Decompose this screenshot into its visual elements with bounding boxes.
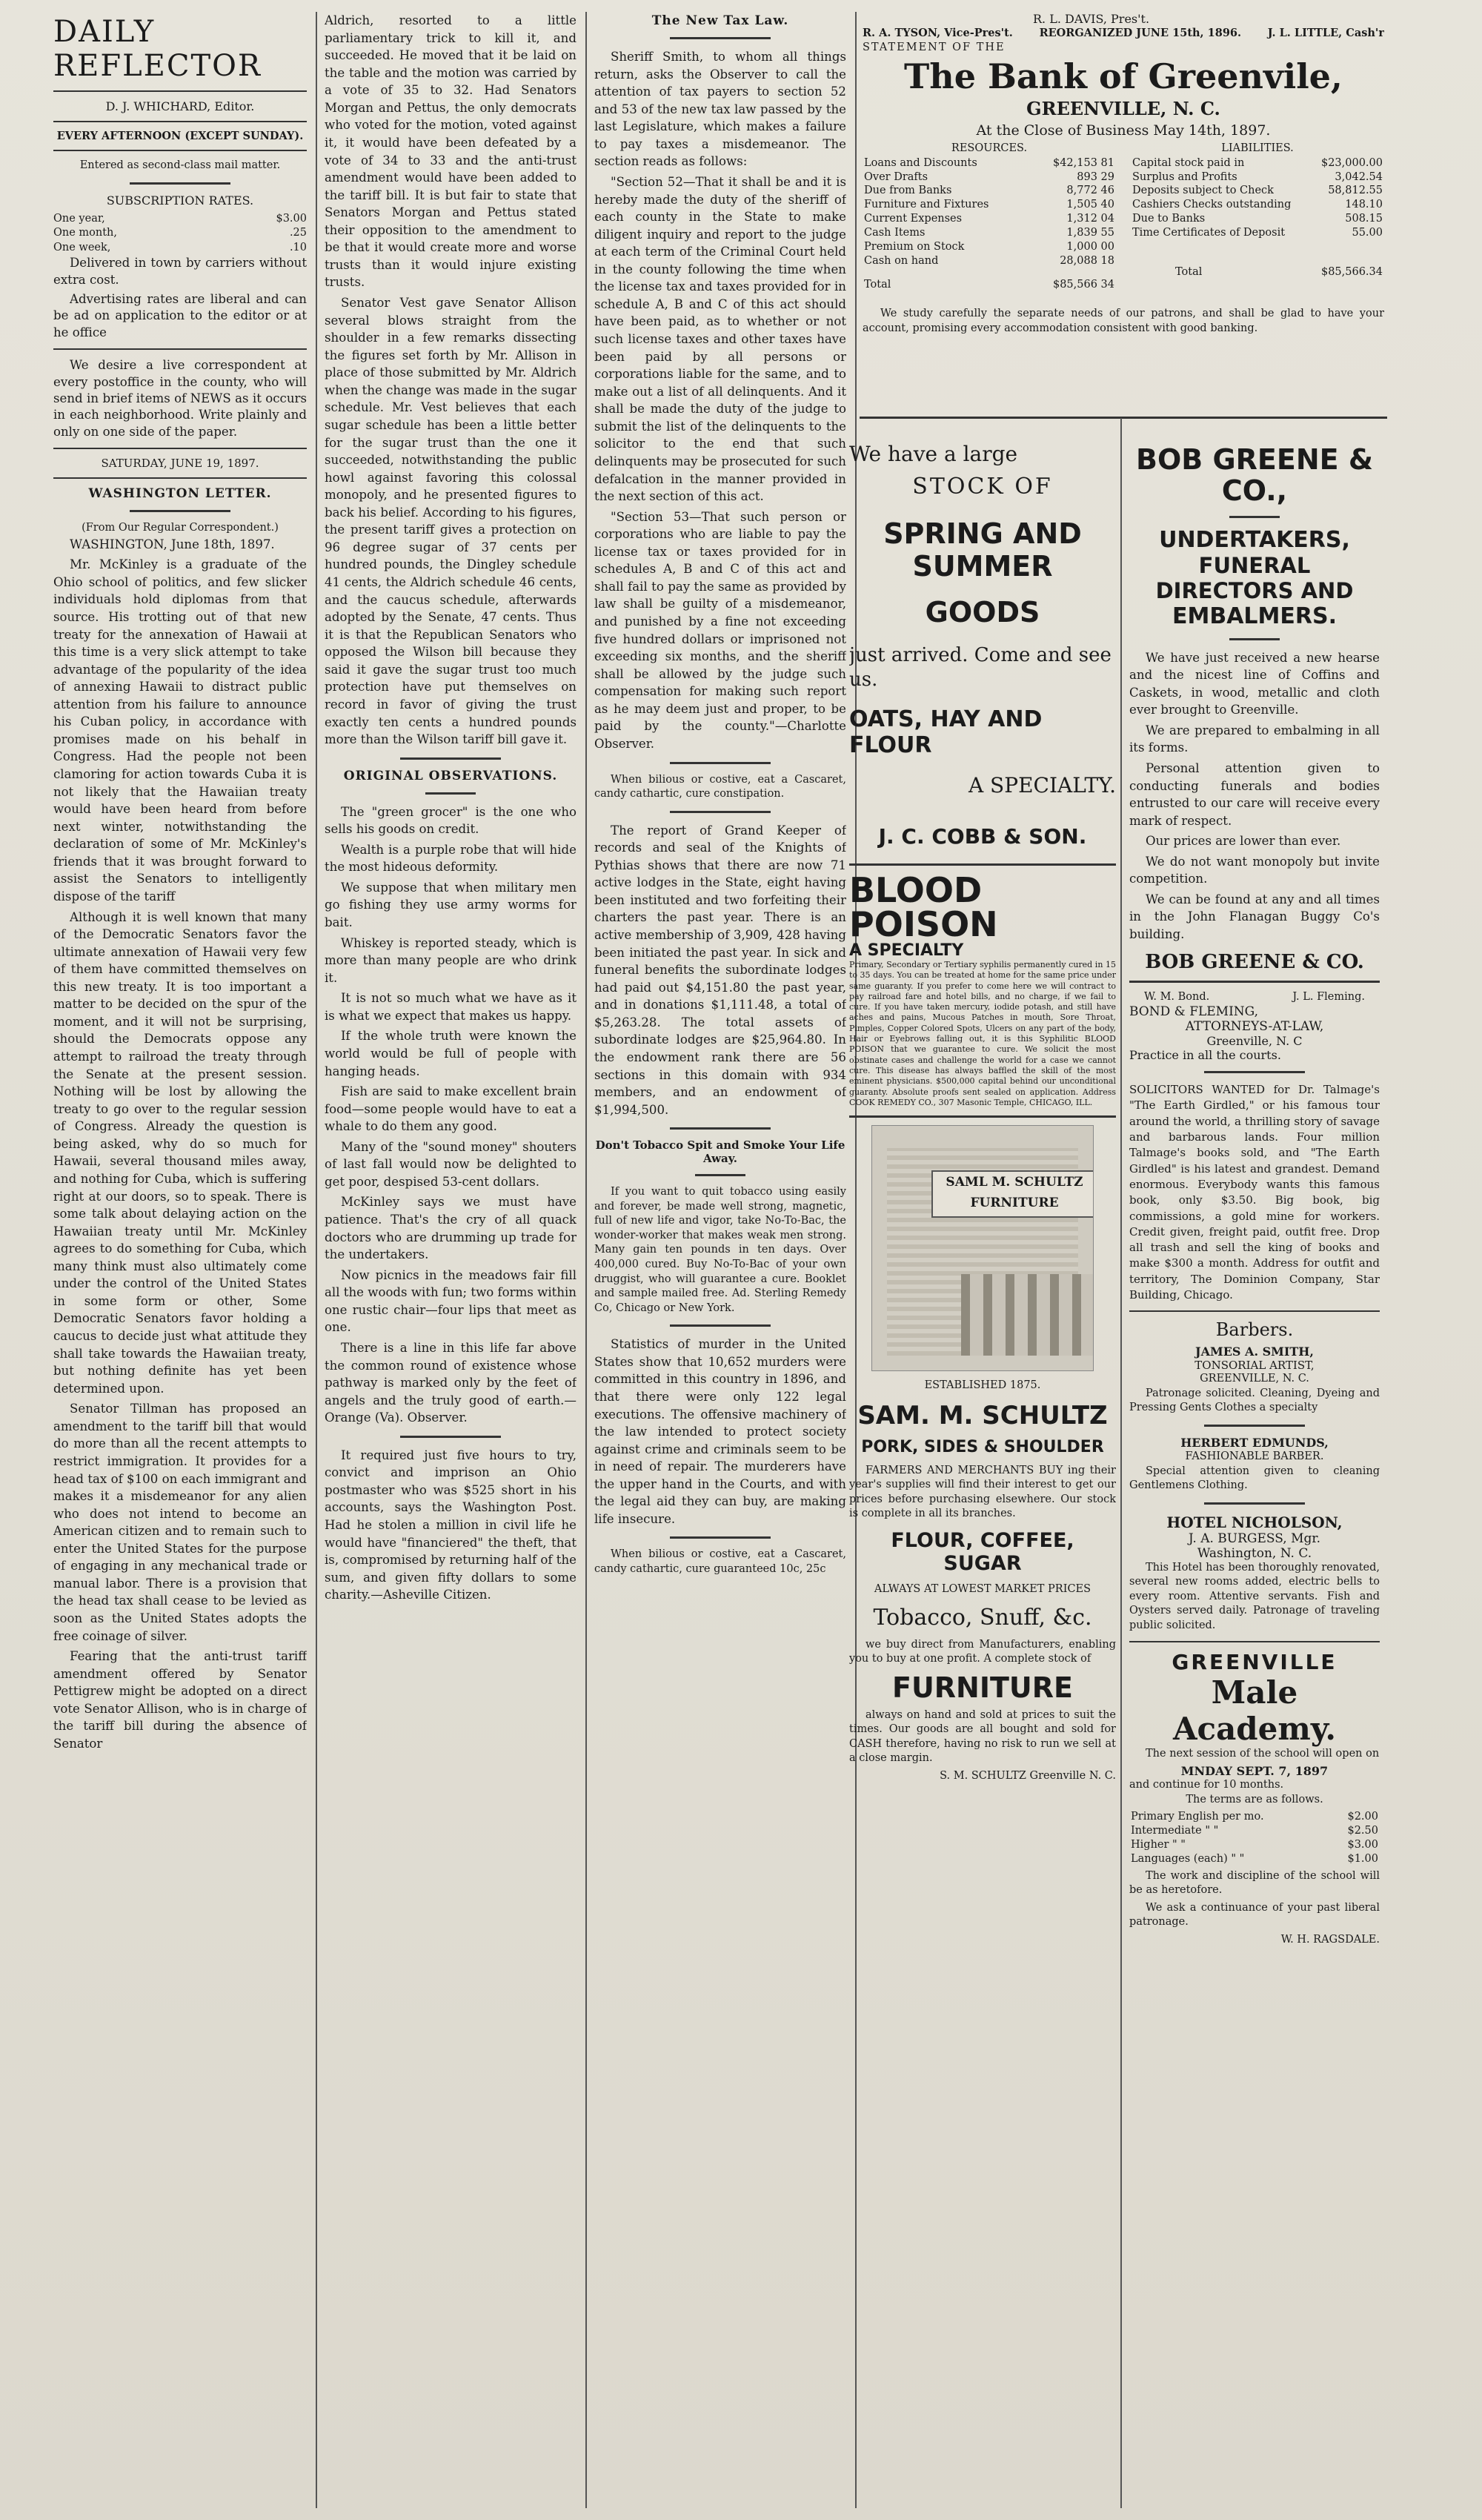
- row-value: $23,000.00: [1320, 156, 1383, 169]
- row-label: Cash on hand: [864, 254, 939, 267]
- row-label: Deposits subject to Check: [1132, 185, 1274, 197]
- publication-schedule: EVERY AFTERNOON (EXCEPT SUNDAY).: [56, 130, 304, 142]
- divider: [1204, 1502, 1304, 1505]
- divider: [670, 811, 771, 813]
- row-label: Intermediate " ": [1131, 1825, 1219, 1837]
- academy-next: The next session of the school will open on: [1146, 1747, 1380, 1760]
- original-observations-heading: ORIGINAL OBSERVATIONS.: [343, 768, 558, 783]
- washington-letter-heading: WASHINGTON LETTER.: [88, 486, 272, 502]
- liability-row: [1131, 212, 1384, 226]
- row-value: 3,042.54: [1335, 170, 1383, 183]
- tuition-row: [1129, 1810, 1380, 1824]
- schultz-flour: FLOUR, COFFEE, SUGAR: [891, 1528, 1074, 1575]
- row-value: 893 29: [1077, 170, 1114, 183]
- edmunds-title: FASHIONABLE BARBER.: [1185, 1450, 1324, 1462]
- divider: [1229, 516, 1280, 518]
- subscription-heading: SUBSCRIPTION RATES.: [106, 193, 254, 208]
- observation: We suppose that when military men go fishing they use army worms for bait.: [325, 880, 576, 929]
- tax-law-heading: The New Tax Law.: [651, 13, 789, 28]
- row-value: 8,772 46: [1066, 185, 1114, 197]
- resource-row: [863, 226, 1116, 240]
- bond-fleming-ad: W. M. Bond. J. L. Fleming. BOND & FLEMING, ATTORNEYS-AT-LAW, Greenville, N. C Practice in all the courts.: [1129, 990, 1380, 1063]
- cobb-line: OATS, HAY AND FLOUR: [849, 706, 1043, 758]
- row-value: $42,153 81: [1052, 156, 1114, 169]
- row-label: Cashiers Checks outstanding: [1132, 199, 1292, 211]
- cascaret-ad: When bilious or costive, eat a Cascaret, candy cathartic, cure guaranteed 10c, 25c: [594, 1548, 846, 1575]
- article-paragraph: Mr. McKinley is a graduate of the Ohio school of politics, and few slicker individuals hold diplomas from that source. His trotting out of that new treaty for the annexation of Hawaii at this time is a very slick attempt to take advantage of the popularity of the idea of annexing Hawaii to distract public attention from his failure to announce his Cuban policy, in accordance with promises made on his behalf in Congress. Had the people not been clamoring for action towards Cuba it is not likely that the Hawaiian treaty would have been heard from before next winter, notwithstanding the declaration of some of Mr. McKinley's friends that it was brought forward to assist the Senators to intelligently dispose of the tariff: [53, 557, 307, 903]
- tobacco-heading: Don't Tobacco Spit and Smoke Your Life Away.: [595, 1138, 845, 1166]
- cobb-line: J. C. COBB & SON.: [878, 824, 1087, 849]
- greene-sub: UNDERTAKERS,: [1159, 526, 1350, 553]
- divider: [670, 1127, 771, 1130]
- blood-poison-title: BLOOD POISON: [849, 870, 998, 944]
- rate-row: One year, $3.00: [53, 212, 307, 225]
- blood-poison-ad: [849, 870, 1116, 1108]
- hotel-manager: J. A. BURGESS, Mgr.: [1188, 1531, 1321, 1546]
- observation: Now picnics in the meadows fair fill all the woods with fun; two forms within one rustic chair—four lips that meet as one.: [325, 1267, 576, 1335]
- observation: It is not so much what we have as it is what we expect that makes us happy.: [325, 991, 576, 1023]
- bank-name: The Bank of Greenvile,: [904, 56, 1343, 97]
- divider: [1229, 638, 1280, 640]
- column-3: [594, 12, 846, 2507]
- observation: Fish are said to make excellent brain food—some people would have to eat a whale to do them any good.: [325, 1084, 576, 1134]
- row-value: $2.00: [1347, 1811, 1378, 1823]
- divider: [400, 757, 501, 760]
- row-label: Premium on Stock: [864, 240, 965, 253]
- column-2: [325, 12, 576, 2507]
- bank-city: GREENVILLE, N. C.: [1026, 98, 1220, 120]
- academy-title: Male Academy.: [1172, 1674, 1337, 1747]
- row-value: 58,812.55: [1328, 185, 1383, 197]
- store-sign: SAML M. SCHULTZ FURNITURE: [931, 1170, 1094, 1218]
- row-label: Higher " ": [1131, 1838, 1186, 1851]
- article-paragraph: Although it is well known that many of the Democratic Senators favor the ultimate annexation of Hawaii very few of them have committed themselves on this new treaty. It is too important a matter to be decided on the spur of the moment, and it will not be surprising, should the Democrats oppose any attempt to railroad the treaty through the Senate at the present session. Nothing will be lost by allowing the treaty to go over to the regular session of Congress. Already the question is being asked, why do so much for Hawaii, several thousand miles away, and nothing for Cuba, which is suffering right at our doors, so to speak. There is some talk about delaying action on the Hawaiian treaty until Mr. McKinley agrees to do something for Cuba, which many think must also ultimately come under the control of the United States in some form or other, Some Democratic Senators favor holding a caucus to decide just what attitude they shall take towards the Hawaiian treaty, but nothing definite has yet been determined upon.: [53, 909, 307, 1396]
- tobacco-ad: If you want to quit tobacco using easily and forever, be made well strong, magnetic, full of new life and vigor, take No-To-Bac, the wonder-worker that makes weak men strong. Many gain ten pounds in ten days. Over 400,000 cured. Buy No-To-Bac of your own druggist, who will guarantee a cure. Booklet and sample mailed free. Ad. Sterling Remedy Co, Chicago or New York.: [594, 1186, 846, 1314]
- liability-row: [1131, 170, 1384, 185]
- row-value: 55.00: [1352, 226, 1383, 239]
- edmunds-name: HERBERT EDMUNDS,: [1180, 1436, 1329, 1450]
- row-value: $2.50: [1347, 1825, 1378, 1837]
- editor-line: D. J. WHICHARD, Editor.: [105, 99, 255, 113]
- article-paragraph: Aldrich, resorted to a little parliamentary trick to kill it, and succeeded. He moved that it be laid on the table and the motion was carried by a vote of 35 to 32. Had Senators Morgan and Pettus, the only democrats who voted for the motion, voted against it, it would have been defeated by a vote of 34 to 33 and the anti-trust amendment would have been added to the tariff bill. It is but fair to state that Senators Morgan and Pettus stated their opposition to the amendment to be that it would create more and worse trusts than it would injure existing trusts.: [325, 13, 576, 290]
- observation: Whiskey is reported steady, which is more than many people are who drink it.: [325, 935, 576, 985]
- row-label: Capital stock paid in: [1132, 156, 1245, 169]
- row-value: $1.00: [1347, 1852, 1378, 1865]
- divider: [400, 1436, 501, 1438]
- edmunds-body: Special attention given to cleaning Gentlemens Clothing.: [1129, 1465, 1380, 1492]
- row-label: Surplus and Profits: [1132, 170, 1237, 183]
- divider: [130, 182, 231, 185]
- divider: [849, 1115, 1116, 1118]
- cobb-line: GOODS: [925, 596, 1040, 629]
- resource-row: [863, 156, 1116, 170]
- divider: [670, 1536, 771, 1539]
- divider: [695, 1174, 745, 1176]
- divider: [1129, 1310, 1380, 1312]
- smith-city: GREENVILLE, N. C.: [1200, 1373, 1309, 1385]
- mail-entry-note: Entered as second-class mail matter.: [79, 159, 281, 171]
- bank-statement: [863, 12, 1384, 401]
- row-value: 1,312 04: [1066, 213, 1114, 225]
- bank-note: We study carefully the separate needs of our patrons, and shall be glad to have your account, promising every accommodation consistent with good banking.: [863, 308, 1384, 334]
- resource-row: [863, 184, 1116, 198]
- balance-sheet: [863, 142, 1384, 292]
- resources-table: [863, 142, 1116, 292]
- subscription-rates: [53, 212, 307, 256]
- observation: There is a line in this life far above the common round of existence whose pathway is marked only by the feet of angels and the truly good of earth.—Orange (Va). Observer.: [325, 1340, 576, 1425]
- schultz-farmers: FARMERS AND MERCHANTS BUY ing their year's supplies will find their interest to get our prices before purchasing elsewhere. Our stock is complete in all its branches.: [849, 1464, 1116, 1520]
- cobb-line: just arrived. Come and see us.: [849, 644, 1112, 691]
- divider: [1204, 1425, 1304, 1427]
- article-paragraph: Statistics of murder in the United States show that 10,652 murders were committed in this country in 1896, and that there were only 122 legal executions. The offensive machinery of the law intended to protect society against crime and criminals seem to be in need of repair. The murderers have the upper hand in the Courts, and with the legal aid they can buy, are making life insecure.: [594, 1337, 846, 1526]
- store-engraving: [871, 1125, 1094, 1371]
- greene-paragraph: We have just received a new hearse and the nicest line of Coffins and Caskets, in wood, metallic and cloth ever brought to Greenville.: [1129, 650, 1380, 717]
- divider: [53, 90, 307, 92]
- row-value: $3.00: [1347, 1838, 1378, 1851]
- cobb-line: STOCK OF: [912, 474, 1053, 500]
- article-paragraph: "Section 52—That it shall be and it is hereby made the duty of the sheriff of each county in the State to make diligent inquiry and report to the judge at each term of the Criminal Court held in the county following the time when the license tax and taxes provided for in schedule A, B and C of this act should have been paid, as to whether or not such license taxes and other taxes have been paid by all persons or corporations liable for the same, and to make out a list of all delinquents. And it shall be made the duty of the judge to submit the list of the delinquents to the solicitor to the end that such delinquents may be prosecuted for such defalcation in the manner provided in the next section of this act.: [594, 174, 846, 504]
- academy-signoff: W. H. RAGSDALE.: [1280, 1933, 1380, 1946]
- blood-poison-body: Primary, Secondary or Tertiary syphilis permanently cured in 15 to 35 days. You can be treated at home for the same price under same guaranty. If you prefer to come here we will contract to pay railroad fare and hotel bills, and no charge, if we fail to cure. If you have taken mercury, iodide potash, and still have aches and pains, Mucous Patches in mouth, Sore Throat, Pimples, Copper Colored Spots, Ulcers on any part of the body, Hair or Eyebrows falling out, it is this Syphilitic BLOOD POISON that we guarantee to cure. We solicit the most obstinate cases and challenge the world for a case we cannot cure. This disease has always baffled the skill of the most eminent physicians. $500,000 capital behind our unconditional guaranty. Absolute proofs sent sealed on application. Address COOK REMEDY CO., 307 Masonic Temple, CHICAGO, ILL.: [849, 960, 1116, 1107]
- column-5: [1129, 445, 1380, 2507]
- smith-name: JAMES A. SMITH,: [1195, 1344, 1314, 1359]
- cascaret-ad: When bilious or costive, eat a Cascaret, candy cathartic, cure constipation.: [594, 773, 846, 800]
- academy-continue: and continue for 10 months.: [1129, 1779, 1284, 1791]
- divider: [670, 37, 771, 39]
- schultz-pork: PORK, SIDES & SHOULDER: [861, 1437, 1104, 1456]
- greene-name: BOB GREENE & CO.,: [1136, 445, 1373, 507]
- divider: [1129, 1641, 1380, 1642]
- column-1: [53, 12, 307, 2507]
- divider: [53, 477, 307, 479]
- academy-date: MNDAY SEPT. 7, 1897: [1180, 1764, 1329, 1779]
- schultz-furniture: FURNITURE: [891, 1671, 1073, 1704]
- divider: [53, 348, 307, 350]
- blood-poison-specialty: A SPECIALTY: [849, 941, 964, 960]
- greene-paragraph: Our prices are lower than ever.: [1146, 834, 1341, 849]
- resource-row: [863, 198, 1116, 212]
- row-label: Cash Items: [864, 226, 926, 239]
- advertising-note: Advertising rates are liberal and can be ad on application to the editor or at he office: [53, 292, 307, 339]
- barbers-heading: Barbers.: [1215, 1319, 1294, 1341]
- greene-paragraph: We can be found at any and all times in the John Flanagan Buggy Co's building.: [1129, 892, 1380, 942]
- divider: [53, 448, 307, 449]
- schultz-name: SAM. M. SCHULTZ: [857, 1400, 1108, 1430]
- schultz-established: ESTABLISHED 1875.: [924, 1379, 1041, 1392]
- article-paragraph: Senator Tillman has proposed an amendment to the tariff bill that would do more than all the recent attempts to restrict immigration. It provides for a head tax of $100 on each immigrant and makes it a misdemeanor for any alien who does not intend to become an American citizen and to remain such to enter the United States for the purpose of engaging in any mechanical trade or manual labor. There is a provision that the head tax shall cease to be levied as soon as the United States adopts the free coinage of silver.: [53, 1402, 307, 1643]
- row-value: 148.10: [1345, 199, 1383, 211]
- bond-firm: BOND & FLEMING,: [1129, 1004, 1259, 1020]
- issue-date: SATURDAY, JUNE 19, 1897.: [101, 457, 259, 471]
- close-of-business: At the Close of Business May 14th, 1897.: [976, 122, 1271, 139]
- academy-name: GREENVILLE: [1172, 1649, 1338, 1674]
- greene-paragraph: Personal attention given to conducting funerals and bodies entrusted to our care will receive every mark of respect.: [1129, 760, 1380, 828]
- row-label: Due to Banks: [1132, 213, 1206, 225]
- schultz-tobacco: Tobacco, Snuff, &c.: [873, 1604, 1092, 1631]
- cobb-line: A SPECIALTY.: [968, 773, 1116, 798]
- cobb-line: We have a large: [849, 442, 1018, 466]
- delivery-note: Delivered in town by carriers without extra cost.: [53, 256, 307, 287]
- row-label: Due from Banks: [864, 185, 952, 197]
- bond-practice: Practice in all the courts.: [1129, 1048, 1281, 1063]
- greene-sub: EMBALMERS.: [1172, 603, 1337, 629]
- divider: [53, 150, 307, 151]
- divider: [130, 510, 231, 512]
- greene-paragraph: We do not want monopoly but invite competition.: [1129, 854, 1380, 886]
- schultz-always: ALWAYS AT LOWEST MARKET PRICES: [874, 1582, 1091, 1595]
- divider: [53, 121, 307, 122]
- academy-discipline: The work and discipline of the school will be as heretofore.: [1129, 1869, 1380, 1897]
- row-value: 1,839 55: [1066, 226, 1114, 239]
- divider: [860, 417, 1387, 419]
- hotel-city: Washington, N. C.: [1197, 1545, 1312, 1561]
- row-label: Loans and Discounts: [864, 156, 977, 169]
- article-paragraph: "Section 53—That such person or corporations who are liable to pay the license tax or taxes provided for in schedules A, B and C of this act and shall fail to pay the same as provided by law shall be guilty of a misdemeanor, and punished by a fine not exceeding five hundred dollars or imprisoned not exceeding six months, and the sheriff shall be allowed by the judge such compensation for making such report as he may deem just and proper, to be paid by the county."—Charlotte Observer.: [594, 509, 846, 751]
- divider: [1204, 1071, 1304, 1073]
- tuition-row: [1129, 1852, 1380, 1866]
- resource-row: [863, 212, 1116, 226]
- letter-dateline: WASHINGTON, June 18th, 1897.: [70, 537, 275, 551]
- solicitors-ad: SOLICITORS WANTED for Dr. Talmage's "The Earth Girdled," or his famous tour around the world, a thrilling story of savage and barbarous lands. Four million Talmage's books sold, and "The Earth Girdled" is his latest and grandest. Demand enormous. Everybody wants this famous book, only $3.50. Big book, big commissions, a gold mine for workers. Credit given, freight paid, outfit free. Drop all trash and sell the king of books and make $300 a month. Address for outfit and territory, The Dominion Company, Star Building, Chicago.: [1129, 1083, 1380, 1302]
- row-value: 1,505 40: [1066, 199, 1114, 211]
- rate-row: One week, .10: [53, 241, 307, 253]
- observation: Wealth is a purple robe that will hide the most hideous deformity.: [325, 842, 576, 875]
- officers-row: R. L. DAVIS, Pres't.: [1033, 12, 1150, 26]
- cobb-line: SPRING AND SUMMER: [883, 517, 1082, 583]
- tuition-row: [1129, 1824, 1380, 1838]
- academy-ask: We ask a continuance of your past liberal patronage.: [1129, 1901, 1380, 1929]
- divider: [670, 762, 771, 764]
- row-label: Languages (each) " ": [1131, 1852, 1245, 1865]
- observation: Many of the "sound money" shouters of last fall would now be delighted to get poor, despised 53-cent dollars.: [325, 1139, 576, 1189]
- officers-row: R. A. TYSON, Vice-Pres't. REORGANIZED JUNE 15th, 1896. J. L. LITTLE, Cash'r: [863, 27, 1384, 39]
- liabilities-heading: LIABILITIES.: [1221, 142, 1294, 155]
- correspondent-note: We desire a live correspondent at every postoffice in the county, who will send in brief items of NEWS as it occurs in each neighborhood. Write plainly and only on one side of the paper.: [53, 358, 307, 439]
- schultz-signoff: S. M. SCHULTZ Greenville N. C.: [940, 1769, 1116, 1782]
- divider: [1129, 981, 1380, 983]
- liabilities-table: [1131, 142, 1384, 292]
- correspondent-credit: (From Our Regular Correspondent.): [82, 522, 279, 534]
- row-label: Time Certificates of Deposit: [1132, 226, 1286, 239]
- row-label: Furniture and Fixtures: [864, 199, 989, 211]
- divider: [670, 1324, 771, 1327]
- greene-signoff: BOB GREENE & CO.: [1145, 950, 1364, 973]
- article-paragraph: Sheriff Smith, to whom all things return, asks the Observer to call the attention of tax payers to section 52 and 53 of the new tax law passed by the last Legislature, which makes a failure to pay taxes a misdemeanor. The section reads as follows:: [594, 50, 846, 169]
- hotel-body: This Hotel has been thoroughly renovated, several new rooms added, electric bells to every room. Attentive servants. Fish and Oysters served daily. Patronage of traveling public solicited.: [1129, 1561, 1380, 1631]
- liabilities-total: Total $85,566.34: [1175, 265, 1383, 278]
- resource-row: [863, 254, 1116, 268]
- greene-paragraph: We are prepared to embalming in all its forms.: [1129, 723, 1380, 755]
- row-label: Current Expenses: [864, 213, 963, 225]
- observation: If the whole truth were known the world would be full of people with hanging heads.: [325, 1029, 576, 1078]
- row-label: Over Drafts: [864, 170, 928, 183]
- row-value: 1,000 00: [1066, 240, 1114, 253]
- column-4: [849, 442, 1116, 2507]
- masthead: DAILY REFLECTOR: [53, 15, 262, 83]
- divider: [849, 863, 1116, 866]
- smith-title: TONSORIAL ARTIST,: [1194, 1359, 1315, 1373]
- observation: The "green grocer" is the one who sells his goods on credit.: [325, 804, 576, 837]
- row-value: 28,088 18: [1060, 254, 1114, 267]
- rate-row: One month, .25: [53, 227, 307, 239]
- column-rule: [585, 12, 587, 2508]
- hotel-name: HOTEL NICHOLSON,: [1166, 1513, 1343, 1531]
- resources-total: Total $85,566 34: [864, 279, 1114, 291]
- row-label: Primary English per mo.: [1131, 1811, 1264, 1823]
- schultz-furniture-body: always on hand and sold at prices to suit the times. Our goods are all bought and sold for CASH therefore, having no risk to run we sell at a close margin.: [849, 1708, 1116, 1765]
- statement-label: STATEMENT OF THE: [863, 41, 1006, 53]
- cobb-ad: [849, 442, 1116, 849]
- resource-row: [863, 170, 1116, 185]
- liability-row: [1131, 226, 1384, 240]
- greene-ad: [1129, 445, 1380, 973]
- terms-heading: The terms are as follows.: [1186, 1793, 1323, 1806]
- smith-body: Patronage solicited. Cleaning, Dyeing and Pressing Gents Clothes a specialty: [1129, 1387, 1380, 1414]
- bond-attorneys: ATTORNEYS-AT-LAW,: [1185, 1019, 1324, 1035]
- article-paragraph: The report of Grand Keeper of records and seal of the Knights of Pythias shows that there are now 71 active lodges in the State, eight having been instituted and two forfeiting their charters the past year. There is an active membership of 3,909, 428 having been initiated the past year. In sick and funeral benefits the subordinate lodges had paid out $4,151.80 the past year, and in donations $1,111.48, a total of $5,263.28. The total assets of subordinate lodges are $25,964.80. In the endowment rank there are 56 sections in this domain with 934 members, and an endowment of $1,994,500.: [594, 823, 846, 1117]
- liability-row: [1131, 156, 1384, 170]
- divider: [425, 792, 476, 795]
- greene-sub: FUNERAL DIRECTORS AND: [1155, 552, 1354, 603]
- schultz-direct: we buy direct from Manufacturers, enabling you to buy at one profit. A complete stock of: [849, 1638, 1116, 1665]
- liability-row: [1131, 184, 1384, 198]
- bond-city: Greenville, N. C: [1206, 1034, 1303, 1049]
- row-value: 508.15: [1345, 213, 1383, 225]
- article-paragraph: Senator Vest gave Senator Allison several blows straight from the shoulder in a few remarks dissecting the figures set forth by Mr. Allison in place of those submitted by Mr. Aldrich when the change was made in the sugar schedule. Mr. Vest believes that each sugar schedule has been a little better for the sugar trust than the one it succeeded, notwithstanding the public howl against favoring this colossal monopoly, and he presented figures to back his belief. According to his figures, the present tariff gives a protection on 96 degree sugar of 37 cents per hundred pounds, the Dingley schedule 41 cents, the Aldrich schedule 46 cents, and the caucus schedule, afterwards adopted by the Senate, 47 cents. Thus it is that the Republican Senators who opposed the Wilson bill because they said it gave the sugar trust too much protection have put themselves on record in favor of giving the trust exactly ten cents a hundred pounds more than the Wilson tariff bill gave it.: [325, 296, 576, 747]
- resources-heading: RESOURCES.: [951, 142, 1028, 155]
- column-rule: [1120, 418, 1122, 2508]
- tuition-row: [1129, 1838, 1380, 1852]
- resource-row: [863, 240, 1116, 254]
- liability-row: [1131, 198, 1384, 212]
- article-paragraph: It required just five hours to try, convict and imprison an Ohio postmaster who was $525 short in his accounts, says the Washington Post. Had he stolen a million in civil life he would have "financiered" the theft, that is, compromised by returning half of the sum, and given fifty dollars to some charity.—Asheville Citizen.: [325, 1448, 576, 1602]
- article-paragraph: Fearing that the anti-trust tariff amendment offered by Senator Pettigrew might be adopted on a direct vote Senator Allison, who is in charge of the tariff bill during the absence of Senator: [53, 1649, 307, 1751]
- column-rule: [316, 12, 317, 2508]
- observation: McKinley says we must have patience. That's the cry of all quack doctors who are drumming up trade for the undertakers.: [325, 1195, 576, 1262]
